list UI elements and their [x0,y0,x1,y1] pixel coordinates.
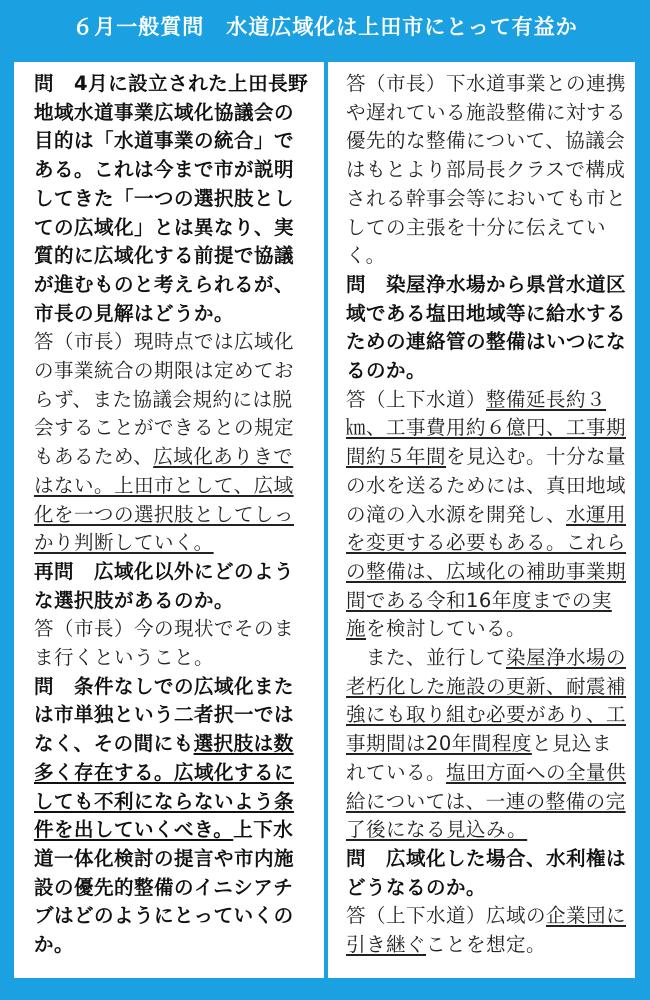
answer-2: 答（市長）今の現状でそのまま行くということ。 [34,617,295,670]
answer-5 [346,902,629,959]
requestion-2: 再問 広域化以外にどのような選択肢があるのか。 [34,559,295,612]
question-3-text: 問 条件なしでの広域化または市単独という二者択一ではなく、その間にも [34,674,295,756]
question-4: 問 染屋浄水場から県営水道区域である塩田地域等に給水するための連絡管の整備はいつになるのか。 [346,272,627,383]
answer-5-underlined: 企業団に引き継ぐ [346,904,627,957]
question-3-text-end: 上下水道一体化検討の提言や市内施設の優先的整備のイニシアチブはどのようにとっていくのか。 [34,818,295,957]
answer-4 [346,386,629,845]
header-bar [0,0,650,52]
answer-4-text-4: また、並行して [346,646,507,670]
answer-5-text-end: ことを想定。 [426,933,547,957]
answer-4-underlined-3: 染屋浄水場の老朽化した施設の更新、耐震補強にも取り組む必要があり、工事期間は20年間程度 [346,646,627,756]
answer-1-text: 答（市長）現時点では広域化の事業統合の期限は定めておらず、また協議会規約には脱会することができるとの規定もあるため、 [34,330,295,469]
answer-1 [34,328,310,558]
content-panel [14,62,635,978]
answer-5-text: 答（上下水道）広域の [346,904,547,928]
answer-4-text-5: と見込まれている。 [346,732,612,784]
answer-4-underlined-1: 整備延長約３㎞、工事費用約６億円、工事期間約５年間 [346,387,627,469]
answer-3: 答（市長）下水道事業との連携や遅れている施設整備に対する優先的な整備について、協議会はもとより部局長クラスで構成される幹事会等においても市としての主張を十分に伝えていく。 [346,72,627,268]
answer-4-text-1: 答（上下水道） [346,387,487,411]
question-5: 問 広域化した場合、水利権はどうなるのか。 [346,846,627,899]
question-3 [34,673,310,960]
page-title: ６月一般質問 水道広域化は上田市にとって有益か [72,15,578,39]
right-column [328,62,635,978]
answer-4-text-2: を見込む。十分な量の水を送るためには、真田地域の滝の入水源を開発し、 [346,445,627,526]
answer-4-underlined-4: 塩田方面への全量供給については、一連の整備の完了後になる見込み。 [346,760,627,842]
left-column [14,62,324,978]
question-1: 問 4月に設立された上田長野地域水道事業広域化協議会の目的は「水道事業の統合」である。これは今まで市が説明してきた「一つの選択肢としての広域化」とは異なり、実質的に広域化する前提で協議が進むものと考えられるが、市長の見解はどうか。 [34,72,309,325]
answer-1-underlined: 広域化ありきではない。上田市として、広域化を一つの選択肢としてしっかり判断していく。 [34,445,295,555]
question-3-underlined: 選択肢は数多く存在する。広域化するにしても不利にならないよう条件を出していくべき。 [34,732,295,842]
answer-4-text-3: を検討している。 [366,617,527,641]
answer-4-underlined-2: 水運用を変更する必要もある。これらの整備は、広域化の補助事業期間である令和16年度までの実施 [346,502,627,641]
